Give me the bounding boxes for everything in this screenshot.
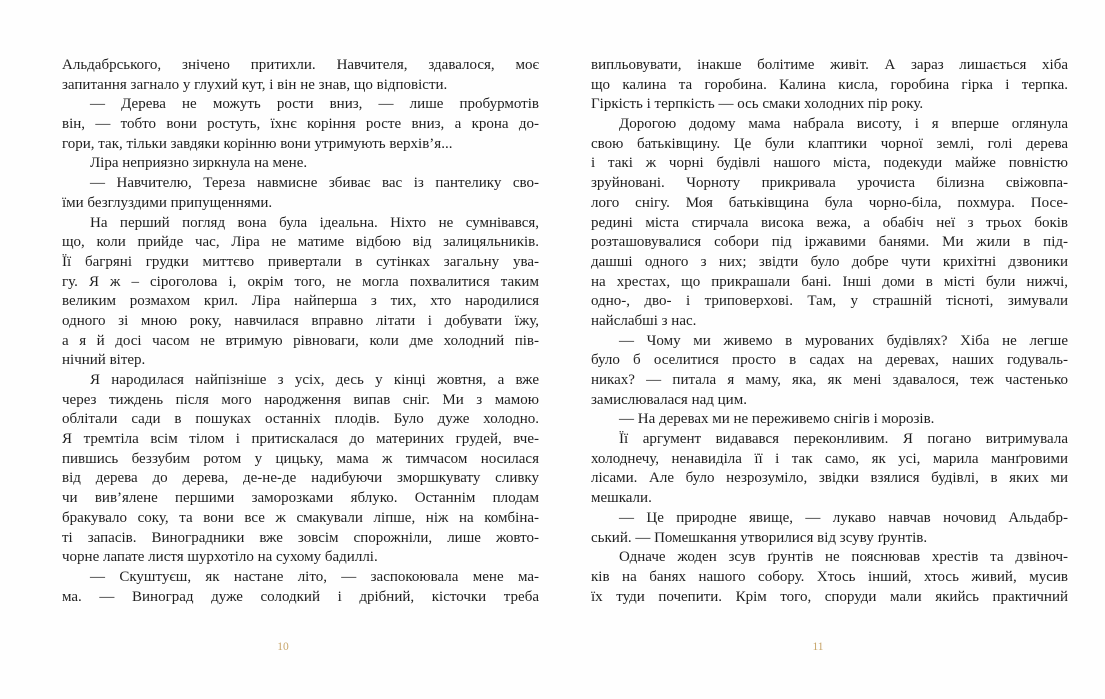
text-line: їми безглуздими припущеннями. — [62, 194, 273, 211]
text-line: що калина та горобина. Калина кисла, горобина гірка і терпка. — [591, 76, 1068, 93]
text-line: — Дерева не можуть рости вниз, — лише пробурмотів — [90, 96, 539, 113]
text-line: — Чому ми живемо в мурованих будівлях? Хіба не легше — [619, 332, 1068, 349]
text-line: а я й досі часом не втримую рівноваги, коли дме холодний пів- — [62, 332, 539, 349]
text-line: їх туди почепити. Крім того, споруди мали якийсь практичний — [591, 588, 1068, 605]
text-line: що, коли прийде час, Ліра не матиме відбою від залицяльників. — [62, 234, 539, 251]
text-line: великим розмахом крил. Ліра найперша з тих, хто народилися — [62, 293, 539, 310]
text-line: никах? — питала я маму, яка, як мені здавалося, теж частенько — [591, 372, 1068, 388]
text-line: одного зі мною року, навчилася вправно літати і добувати їжу, — [62, 312, 539, 329]
text-line: було б оселитися просто в садах на деревах, наших годуваль- — [591, 352, 1068, 369]
text-line: Її аргумент видавався переконливим. Я погано витримувала — [619, 431, 1068, 448]
text-line: бракувало соку, та вони все ж смакували ліпше, ніж на комбіна- — [62, 509, 539, 526]
text-line: замислювалася над цим. — [591, 391, 747, 408]
text-line: свою батьківщину. Це були клаптики чорної землі, голі дерева — [591, 135, 1068, 152]
text-line: ма. — Виноград дуже солодкий і дрібний, кісточки треба — [62, 588, 539, 605]
text-line: гори, так, тільки завдяки корінню вони утримують верхів’я... — [62, 135, 453, 152]
text-line: Її багряні грудки миттєво привертали в сутінках загальну ува- — [62, 253, 539, 270]
page-left-text — [62, 56, 539, 607]
text-line: Я тремтіла всім тілом і притискалася до материних грудей, вче- — [62, 431, 539, 448]
text-line: найслабші з нас. — [591, 312, 697, 329]
text-line: випльовувати, інакше болітиме живіт. А зараз лишається хіба — [591, 57, 1068, 73]
text-line: — На деревах ми не переживемо снігів і морозів. — [619, 411, 935, 428]
text-line: Дорогою додому мама набрала висоту, і я вперше оглянула — [619, 116, 1068, 133]
text-line: Гіркість і терпкість — ось смаки холодних пір року. — [591, 96, 924, 113]
text-line: лого снігу. Моя батьківщина була чорно-біла, похмура. Посе- — [591, 194, 1068, 211]
text-line: від дерева до дерева, де-не-де надибуючи зморшкувату сливку — [62, 470, 539, 487]
text-line: — Навчителю, Тереза навмисне збиває вас із пантелику сво- — [90, 175, 539, 192]
text-line: ський. — Помешкання утворилися від зсуву ґрунтів. — [591, 529, 928, 546]
text-line: на хрестах, що прикрашали бані. Інші доми в місті були нижчі, — [591, 273, 1068, 290]
text-line: ків на банях нашого собору. Хтось інший, хтось живий, мусив — [591, 568, 1068, 585]
text-line: Одначе жоден зсув ґрунтів не пояснював хрестів та дзвіноч- — [619, 549, 1068, 566]
text-line: чорне лапате листя шурхотіло на сухому бадиллі. — [62, 549, 378, 566]
text-line: гу. Я ж – сіроголова і, окрім того, не могла похвалитися таким — [62, 273, 539, 290]
text-line: він, — тобто вони ростуть, їхнє коріння росте вниз, а крона до- — [62, 116, 539, 133]
text-line: і такі ж чорні будівлі нашого міста, подекуди майже повністю — [591, 155, 1068, 172]
text-line: Ліра неприязно зиркнула на мене. — [90, 155, 308, 172]
text-line: через тиждень після мого народження випав сніг. Ми з мамою — [62, 391, 539, 408]
text-line: одно-, дво- і триповерхові. Там, у страшній тісноті, зимували — [591, 293, 1068, 310]
text-line: розташовувалися собори під іржавими банями. Ми жили в під- — [591, 234, 1068, 251]
text-line: дашші одного з них; звідти було добре чути крихітні дзвоники — [591, 253, 1068, 270]
text-line: Альдабрського, знічено притихли. Навчителя, здавалося, моє — [62, 57, 539, 73]
text-line: — Це природне явище, — лукаво навчав ночовид Альдабр- — [619, 509, 1068, 526]
page-number-right: 11 — [812, 641, 824, 653]
text-line: запитання загнало у глухий кут, і він не знав, що відповісти. — [62, 76, 448, 93]
text-line: пившись беззубим ротом у цицьку, мама ж тимчасом носилася — [62, 450, 539, 467]
page-right-text — [591, 56, 1068, 607]
text-line: — Скуштуєш, як настане літо, — заспокоювала мене ма- — [90, 568, 539, 585]
text-line: холоднечу, ненавиділа її і так само, як усі, марила манґровими — [591, 450, 1068, 467]
text-line: облітали сади в пошуках останніх плодів. Було дуже холодно. — [62, 411, 539, 428]
page-number-left: 10 — [277, 641, 289, 653]
text-line: чи вив’ялене першими заморозками яблуко. Останнім плодам — [62, 490, 539, 507]
text-line: Я народилася найпізніше з усіх, десь у кінці жовтня, а вже — [90, 372, 539, 388]
text-line: На перший погляд вона була ідеальна. Ніхто не сумнівався, — [90, 214, 539, 231]
text-line: редині міста стирчала висока вежа, а обабіч неї з трьох боків — [591, 214, 1068, 231]
text-line: лісами. Але було незрозуміло, звідки взялися будівлі, в яких ми — [591, 470, 1068, 487]
text-line: ті запасів. Виноградники вже зовсім спорожніли, лише жовто- — [62, 529, 539, 546]
text-line: зруйновані. Чорноту прикривала урочиста білизна свіжовпа- — [591, 175, 1068, 192]
text-line: нічний вітер. — [62, 352, 146, 369]
text-line: мешкали. — [591, 490, 652, 507]
